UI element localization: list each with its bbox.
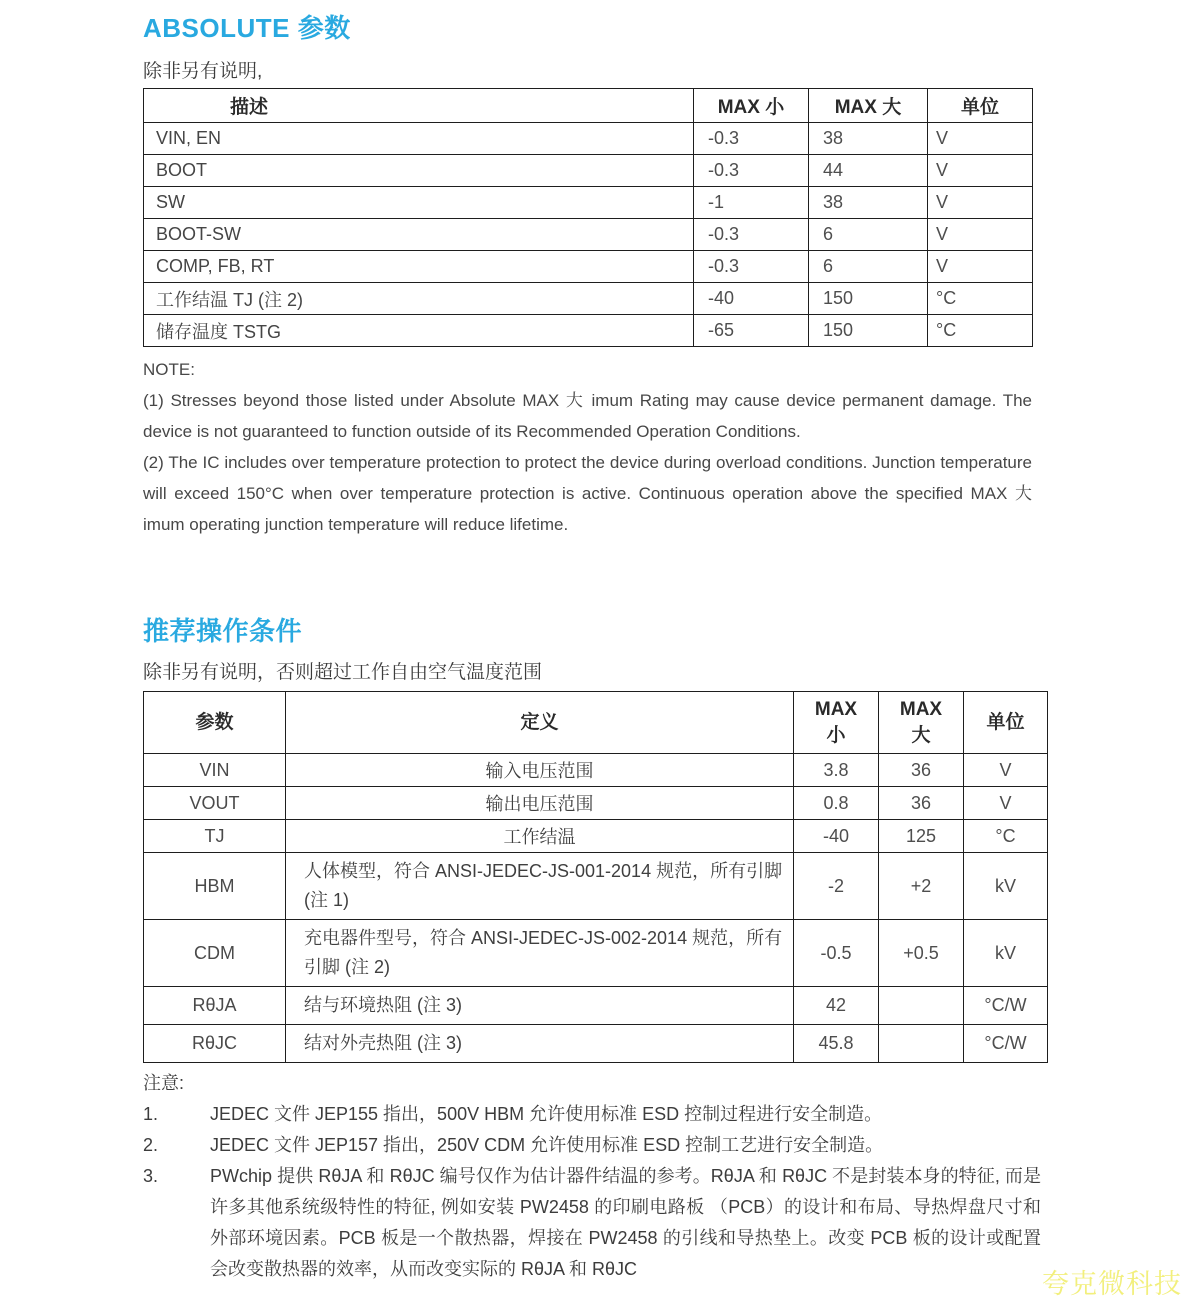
cell-min: -40	[794, 820, 879, 853]
table-row	[144, 219, 1033, 251]
cell-min: -0.3	[694, 219, 809, 251]
note-item-2	[143, 1130, 1041, 1161]
note-paragraph-2: (2) The IC includes over temperature protection to protect the device during overload conditions. Junction temperature will exceed 150°C when over temperature protection is active. Continuous operation above the specified MAX 大 imum operating junction temperature will reduce lifetime.	[143, 453, 1032, 534]
note-paragraph-1: (1) Stresses beyond those listed under Absolute MAX 大 imum Rating may cause device permanent damage. The device is not guaranteed to function outside of its Recommended Operation Conditions.	[143, 391, 1032, 441]
cell-min: -0.3	[694, 123, 809, 155]
cell-unit: V	[964, 754, 1048, 787]
page-content	[143, 12, 1047, 1285]
header-cell-min: MAX 小	[694, 89, 809, 123]
cell-unit: °C	[928, 315, 1033, 347]
recommended-conditions-table	[143, 691, 1048, 1063]
cell-param: RθJC	[144, 1025, 286, 1063]
header-cell-min: MAX 小	[794, 692, 879, 754]
table-row	[144, 987, 1048, 1025]
header-cell-unit: 单位	[928, 89, 1033, 123]
cell-unit: °C	[928, 283, 1033, 315]
header-cell-desc: 描述	[144, 89, 694, 123]
cell-max: 125	[879, 820, 964, 853]
cell-param: RθJA	[144, 987, 286, 1025]
cell-unit: V	[928, 155, 1033, 187]
cell-def: 输出电压范围	[286, 787, 794, 820]
cell-unit: V	[928, 187, 1033, 219]
cell-unit: °C/W	[964, 987, 1048, 1025]
table-header-row	[144, 89, 1033, 123]
section-subtitle-absolute: 除非另有说明,	[143, 61, 263, 82]
cell-param: HBM	[144, 853, 286, 920]
note-number: 1.	[143, 1104, 159, 1124]
table-row	[144, 787, 1048, 820]
cell-min: 42	[794, 987, 879, 1025]
cell-def: 工作结温	[286, 820, 794, 853]
cell-max: +2	[879, 853, 964, 920]
cell-min: -65	[694, 315, 809, 347]
cell-unit: V	[964, 787, 1048, 820]
table-row	[144, 1025, 1048, 1063]
cell-max: +0.5	[879, 920, 964, 987]
cell-unit: kV	[964, 920, 1048, 987]
cell-desc: 工作结温 TJ (注 2)	[144, 283, 694, 315]
cell-param: TJ	[144, 820, 286, 853]
header-cell-max: MAX 大	[809, 89, 928, 123]
cell-desc: SW	[144, 187, 694, 219]
cell-desc: BOOT	[144, 155, 694, 187]
header-cell-max: MAX 大	[879, 692, 964, 754]
cell-min: -40	[694, 283, 809, 315]
table-row	[144, 920, 1048, 987]
table-row	[144, 251, 1033, 283]
cell-param: VOUT	[144, 787, 286, 820]
note-item-3	[143, 1161, 1041, 1285]
note-item-1	[143, 1099, 1041, 1130]
cell-desc: BOOT-SW	[144, 219, 694, 251]
table-row	[144, 155, 1033, 187]
table-row	[144, 283, 1033, 315]
cell-max: 6	[809, 219, 928, 251]
cell-min: -0.3	[694, 251, 809, 283]
cell-unit: V	[928, 123, 1033, 155]
table-row	[144, 754, 1048, 787]
section-title-recommended: 推荐操作条件	[143, 616, 303, 646]
cell-min: 3.8	[794, 754, 879, 787]
cell-max: 36	[879, 787, 964, 820]
cell-def: 输入电压范围	[286, 754, 794, 787]
cell-def: 充电器件型号，符合 ANSI-JEDEC-JS-002-2014 规范，所有引脚 (注 2)	[286, 920, 794, 987]
cell-param: VIN	[144, 754, 286, 787]
recommended-notes	[143, 1068, 1041, 1285]
cell-max	[879, 987, 964, 1025]
cell-def: 结与环境热阻 (注 3)	[286, 987, 794, 1025]
cell-desc: COMP, FB, RT	[144, 251, 694, 283]
note-text: PWchip 提供 RθJA 和 RθJC 编号仅作为估计器件结温的参考。RθJA 和 RθJC 不是封装本身的特征, 而是许多其他系统级特性的特征, 例如安装 PW2458 的印刷电路板 （PCB）的设计和布局、导热焊盘尺寸和外部环境因素。PCB 板是一个散热器，焊接在 PW2458 的引线和导热垫上。改变 PCB 板的设计或配置会改变散热器的效率，从而改变实际的 RθJA 和 RθJC	[210, 1166, 1041, 1279]
absolute-max-table	[143, 88, 1033, 347]
note-text: JEDEC 文件 JEP157 指出，250V CDM 允许使用标准 ESD 控制工艺进行安全制造。	[210, 1135, 884, 1155]
cell-min: -0.3	[694, 155, 809, 187]
note-text: JEDEC 文件 JEP155 指出，500V HBM 允许使用标准 ESD 控制过程进行安全制造。	[210, 1104, 883, 1124]
cell-max: 150	[809, 283, 928, 315]
table-row	[144, 853, 1048, 920]
cell-min: 45.8	[794, 1025, 879, 1063]
cell-max: 38	[809, 123, 928, 155]
cell-def: 人体模型，符合 ANSI-JEDEC-JS-001-2014 规范，所有引脚 (注 1)	[286, 853, 794, 920]
table-row	[144, 820, 1048, 853]
cell-desc: VIN, EN	[144, 123, 694, 155]
section-title-absolute: ABSOLUTE 参数	[143, 13, 351, 43]
cell-def: 结对外壳热阻 (注 3)	[286, 1025, 794, 1063]
cell-unit: °C/W	[964, 1025, 1048, 1063]
cell-param: CDM	[144, 920, 286, 987]
cell-unit: V	[928, 251, 1033, 283]
note-label: NOTE:	[143, 360, 195, 379]
table-row	[144, 123, 1033, 155]
note-number: 3.	[143, 1166, 159, 1186]
header-cell-unit: 单位	[964, 692, 1048, 754]
cell-max: 6	[809, 251, 928, 283]
note-number: 2.	[143, 1135, 159, 1155]
cell-desc: 储存温度 TSTG	[144, 315, 694, 347]
header-cell-def: 定义	[286, 692, 794, 754]
cell-min: -1	[694, 187, 809, 219]
table-header-row	[144, 692, 1048, 754]
cell-unit: V	[928, 219, 1033, 251]
note-label: 注意:	[143, 1073, 185, 1093]
header-cell-param: 参数	[144, 692, 286, 754]
cell-max: 36	[879, 754, 964, 787]
table-row	[144, 187, 1033, 219]
cell-max: 150	[809, 315, 928, 347]
cell-max	[879, 1025, 964, 1063]
cell-max: 44	[809, 155, 928, 187]
section-subtitle-recommended: 除非另有说明，否则超过工作自由空气温度范围	[143, 662, 543, 683]
absolute-notes	[143, 354, 1032, 540]
cell-min: 0.8	[794, 787, 879, 820]
cell-unit: °C	[964, 820, 1048, 853]
cell-min: -2	[794, 853, 879, 920]
cell-max: 38	[809, 187, 928, 219]
cell-unit: kV	[964, 853, 1048, 920]
cell-min: -0.5	[794, 920, 879, 987]
watermark-text: 夸克微科技	[1042, 1269, 1182, 1299]
table-row	[144, 315, 1033, 347]
